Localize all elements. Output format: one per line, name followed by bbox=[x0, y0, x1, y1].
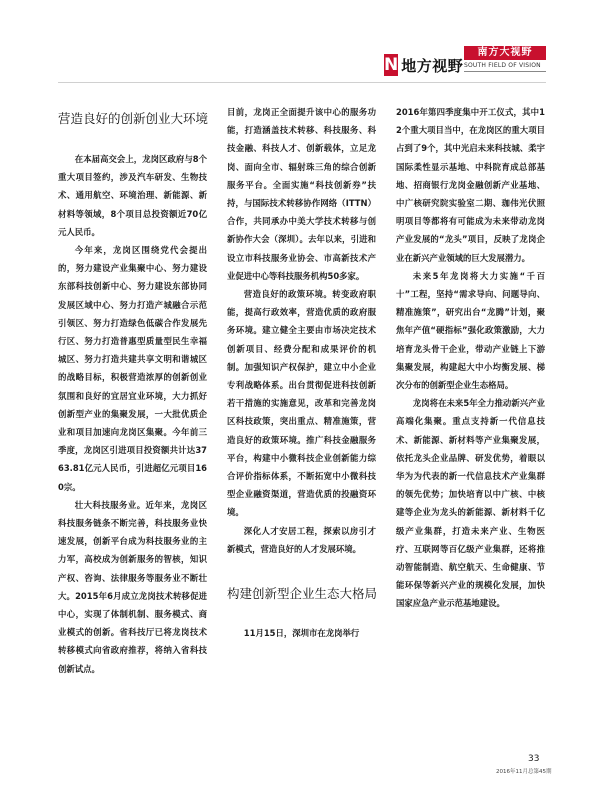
body-paragraph: 深化人才安居工程，探索以房引才新模式，营造良好的人才发展环境。 bbox=[227, 525, 376, 554]
column-2 bbox=[227, 103, 376, 642]
section-name-cn: 南方大视野 bbox=[464, 46, 546, 60]
page-number: 33 bbox=[528, 754, 540, 764]
column-1 bbox=[58, 103, 207, 678]
body-paragraph: 11月15日，深圳市在龙岗举行 bbox=[243, 628, 360, 639]
section-heading: 营造良好的创新创业大环境 bbox=[58, 111, 209, 126]
logo-n-mark: N bbox=[384, 55, 399, 75]
issue-line: 2016年11月总第45期 bbox=[496, 769, 552, 775]
section-name-en: SOUTH FIELD OF VISION bbox=[464, 62, 546, 72]
body-paragraph: 2016年第四季度集中开工仪式，其中12个重大项目当中，在龙岗区的重大项目占到了9个，其中光启未来科技城、柔宇国际柔性显示基地、中科院育成总部基地、招商银行龙岗金融创新产业基地、中广核研究院实验室二期、珈伟光伏照明项目等都将有可能成为未来带动龙岗产业发展的“龙头”项目，反映了龙岗企业在新兴产业领域的巨大发展潜力。 bbox=[396, 107, 545, 263]
body-paragraph: 营造良好的政策环境。转变政府职能，提高行政效率，营造优质的政府服务环境。建立健全主要由市场决定技术创新项目、经费分配和成果评价的机制。加强知识产权保护，建立中小企业专利战略体系。出台贯彻促进科技创新若干措施的实施意见，改革和完善龙岗区科技政策，突出重点、精准施策，营造良好的政策环境。推广科技金融服务平台，构建中小微科技企业创新能力综合评价指标体系，不断拓宽中小微科技型企业融资渠道，营造优质的投融资环境。 bbox=[227, 289, 376, 518]
body-paragraph: 今年来，龙岗区围绕党代会提出的，努力建设产业集聚中心、努力建设东部科技创新中心、努力建设东部协同发展区域中心、努力打造产城融合示范引领区、努力打造绿色低碳合作发展先行区、努力打造普惠型质量型民生幸福城区、努力打造共建共享文明和谐城区的战略目标，积极营造浓厚的创新创业氛围和良好的宜居宜业环境，大力抓好创新型产业的集聚发展，一大批优质企业和项目加速向龙岗区集聚。今年前三季度，龙岗区引进项目投资额共计达3763.81亿元人民币，引进超亿元项目160宗。 bbox=[58, 245, 207, 492]
body-paragraph: 未来5年龙岗将大力实施“千百十”工程，坚持“需求导向、问题导向、精准施策”，研究出台“龙腾”计划，聚焦年产值“硬指标”强化政策激励，大力培育龙头骨干企业，带动产业链上下游集聚发展，构建起大中小均衡发展、梯次分布的创新型企业生态格局。 bbox=[396, 270, 545, 391]
section-badge bbox=[464, 46, 546, 72]
body-paragraph: 龙岗将在未来5年全力推动新兴产业高端化集聚。重点支持新一代信息技术、新能源、新材料等产业集聚发展，依托龙头企业品牌、研发优势，着眼以华为为代表的新一代信息技术产业集群的领先优势；加快培育以中广核、中核建等企业为龙头的新能源、新材料千亿级产业集群，打造未来产业、生物医疗、互联网等百亿级产业集群，还将推动智能制造、航空航天、生命健康、节能环保等新兴产业的规模化发展，加快国家应急产业示范基地建设。 bbox=[396, 398, 545, 609]
column-3 bbox=[396, 103, 545, 613]
header-divider bbox=[58, 82, 546, 83]
section-heading: 构建创新型企业生态大格局 bbox=[227, 586, 378, 602]
body-paragraph: 壮大科技服务业。近年来，龙岗区科技服务链条不断完善，科技服务业快速发展，创新平台成为科技服务业的主力军，高校成为创新服务的智核，知识产权、咨询、法律服务等服务业不断壮大。2015年6月成立龙岗技术转移促进中心，实现了体制机制、服务模式、商业模式的创新。省科技厅已将龙岗技术转移模式向省政府推荐，将纳入省科技创新试点。 bbox=[58, 499, 207, 674]
magazine-logo bbox=[384, 52, 464, 78]
body-paragraph: 目前，龙岗正全面提升该中心的服务功能，打造涵盖技术转移、科技服务、科技金融、科技人才、创新载体，立足龙岗、面向全市、辐射珠三角的综合创新服务平台。全面实施“科技创新券”扶持，与国际技术转移协作网络（ITTN）合作，共同承办中美大学技术转移与创新协作大会（深圳）。去年以来，引进和设立市科技服务业协会、市高新技术产业促进中心等科技服务机构50多家。 bbox=[227, 107, 376, 281]
body-paragraph: 在本届高交会上，龙岗区政府与8个重大项目签约，涉及汽车研发、生物技术、通用航空、环境治理、新能源、新材料等领域，8个项目总投资额近70亿元人民币。 bbox=[58, 154, 207, 237]
brand-title: 地方视野 bbox=[401, 56, 464, 75]
